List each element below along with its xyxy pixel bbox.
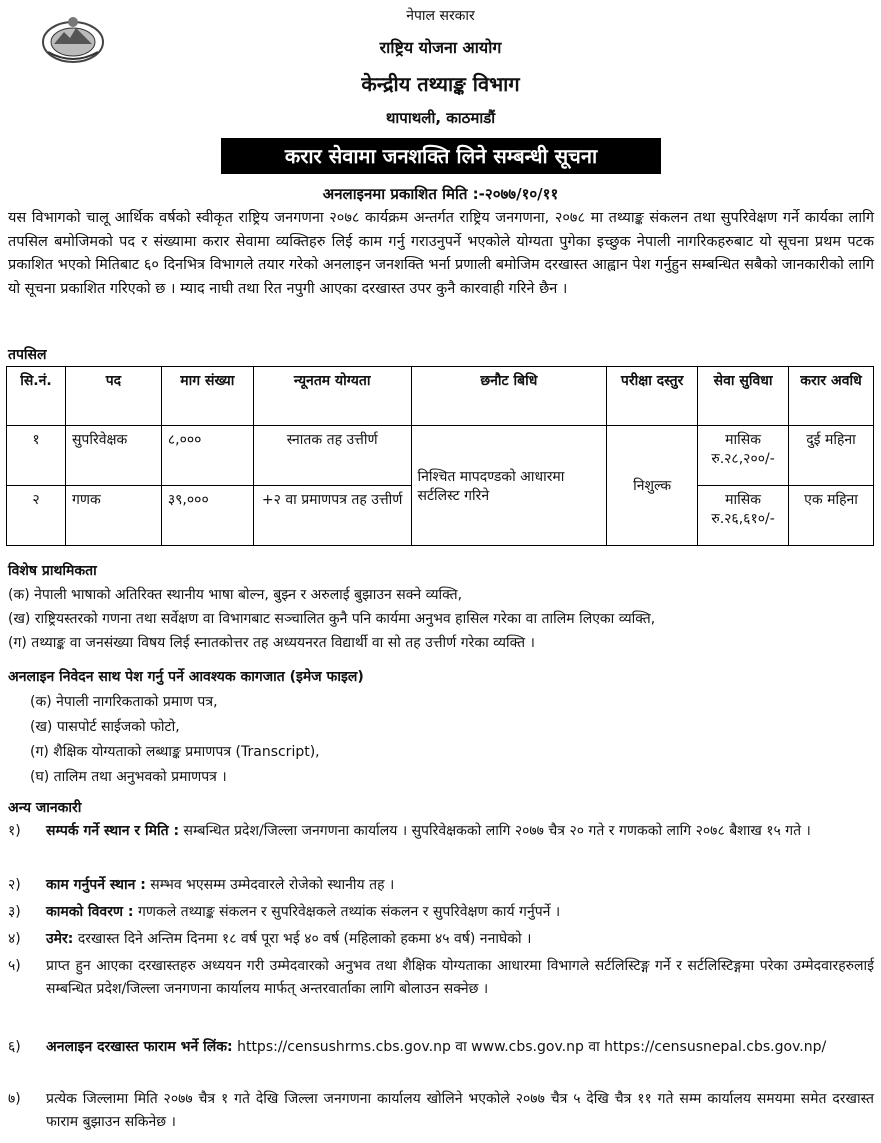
priority-heading: विशेष प्राथमिकता xyxy=(8,563,97,579)
info-item xyxy=(8,820,874,843)
priority-list xyxy=(8,583,874,655)
info-item xyxy=(8,1036,874,1059)
info-item xyxy=(8,901,874,924)
department-line: केन्द्रीय तथ्याङ्क विभाग xyxy=(361,72,520,96)
row-sn: २ xyxy=(7,486,66,546)
info-text: सम्भव भएसम्म उम्मेदवारले रोजेको स्थानीय तह । xyxy=(145,877,395,893)
col-header: माग संख्या xyxy=(161,367,253,426)
info-number: ७) xyxy=(8,1091,21,1107)
info-label: उमेर: xyxy=(46,931,74,947)
publish-date: अनलाइनमा प्रकाशित मिति :-२०७७/१०/११ xyxy=(322,185,559,203)
info-label: काम गर्नुपर्ने स्थान : xyxy=(46,877,146,893)
row-qualification: स्नातक तह उत्तीर्ण xyxy=(253,426,411,486)
col-header: छनौट बिधि xyxy=(411,367,607,426)
info-number: ६) xyxy=(8,1039,21,1055)
info-text: सम्बन्धित प्रदेश/जिल्ला जनगणना कार्यालय । सुपरिवेक्षकको लागि २०७७ चैत्र २० गते र गणकको लागि २०७८ बैशाख १५ गते । xyxy=(179,823,811,839)
list-item: (ग) शैक्षिक योग्यताको लब्धाङ्क प्रमाणपत्र (Transcript), xyxy=(30,744,320,760)
list-item: (ख) राष्ट्रियस्तरको गणना तथा सर्वेक्षण वा विभागबाट सञ्चालित कुनै पनि कार्यमा अनुभव हासिल गरेका वा तालिम लिएका व्यक्ति, xyxy=(8,611,656,627)
table-header-row xyxy=(7,367,874,426)
info-number: २) xyxy=(8,877,21,893)
row-post: सुपरिवेक्षक xyxy=(65,426,161,486)
table-row xyxy=(7,426,874,486)
info-item xyxy=(8,928,874,951)
list-item: (ग) तथ्याङ्क वा जनसंख्या विषय लिई स्नातकोत्तर तह अध्ययनरत विद्यार्थी वा सो तह उत्तीर्ण गरेका व्यक्ति । xyxy=(8,635,535,651)
row-benefit: मासिक रु.२८,२००/- xyxy=(698,426,789,486)
col-header: न्यूनतम योग्यता xyxy=(253,367,411,426)
info-text: गणकले तथ्याङ्क संकलन र सुपरिवेक्षकले तथ्यांक संकलन र सुपरिवेक्षण कार्य गर्नुपर्ने । xyxy=(133,904,561,920)
schedule-heading: तपसिल xyxy=(8,347,47,363)
list-item: (क) नेपाली नागरिकताको प्रमाण पत्र, xyxy=(30,694,218,710)
intro-paragraph: यस विभागको चालू आर्थिक वर्षको स्वीकृत राष्ट्रिय जनगणना २०७८ कार्यक्रम अन्तर्गत राष्ट्रिय जनगणना, २०७८ मा तथ्याङ्क संकलन तथा सुपरिवेक्षण गर्ने कार्यका लागि तपसिल बमोजिमको पद र संख्यामा करार सेवामा व्यक्तिहरु लिई काम गर्नु गराउनुपर्ने भएकोले योग्यता पुगेका इच्छुक नेपाली नागरिकहरुबाट यो सूचना प्रथम पटक प्रकाशित भएको मितिबाट ६० दिनभित्र विभागले तयार गरेको अनलाइन जनशक्ति भर्ना प्रणाली बमोजिम दरखास्त आह्वान पेश गर्नुहुन सम्बन्धित सबैको जानकारीको लागि यो सूचना प्रकाशित गरिएको छ । म्याद नाघी तथा रित नपुगी आएका दरखास्त उपर कुनै कारवाही गरिने छैन । xyxy=(8,210,874,297)
documents-list xyxy=(30,690,881,790)
row-qualification: +२ वा प्रमाणपत्र तह उत्तीर्ण xyxy=(253,486,411,546)
info-number: ५) xyxy=(8,958,21,974)
row-post: गणक xyxy=(65,486,161,546)
vacancy-table xyxy=(6,366,874,546)
other-info-heading: अन्य जानकारी xyxy=(8,800,82,816)
col-header: परीक्षा दस्तुर xyxy=(607,367,698,426)
row-term: एक महिना xyxy=(789,486,874,546)
gov-line: नेपाल सरकार xyxy=(406,8,475,24)
row-count: ३९,००० xyxy=(161,486,253,546)
col-header: सि.नं. xyxy=(7,367,66,426)
info-label: कामको विवरण : xyxy=(46,904,134,920)
info-item xyxy=(8,955,874,1001)
list-item: (ख) पासपोर्ट साईजको फोटो, xyxy=(30,719,180,735)
col-header: सेवा सुविधा xyxy=(698,367,789,426)
info-text: प्रत्येक जिल्लामा मिति २०७७ चैत्र १ गते देखि जिल्ला जनगणना कार्यालय खोलिने भएकोले २०७७ चैत्र ५ देखि चैत्र ११ गते सम्म कार्यालय समयमा समेत दरखास्त फाराम बुझाउन सकिनेछ । xyxy=(46,1091,874,1130)
documents-heading: अनलाइन निवेदन साथ पेश गर्नु पर्ने आवश्यक कागजात (इमेज फाइल) xyxy=(8,669,364,685)
commission-line: राष्ट्रिय योजना आयोग xyxy=(379,38,502,57)
row-benefit: मासिक रु.२६,६१०/- xyxy=(698,486,789,546)
info-label: अनलाइन दरखास्त फाराम भर्ने लिंक: xyxy=(46,1039,233,1055)
info-label: सम्पर्क गर्ने स्थान र मिति : xyxy=(46,823,180,839)
col-header: पद xyxy=(65,367,161,426)
exam-fee: निशुल्क xyxy=(607,426,698,546)
row-count: ८,००० xyxy=(161,426,253,486)
notice-title: करार सेवामा जनशक्ति लिने सम्बन्धी सूचना xyxy=(221,138,661,174)
location-line: थापाथली, काठमाडौं xyxy=(385,109,496,127)
info-item xyxy=(8,874,874,897)
list-item: (क) नेपाली भाषाको अतिरिक्त स्थानीय भाषा बोल्न, बुझ्न र अरुलाई बुझाउन सक्ने व्यक्ति, xyxy=(8,587,463,603)
info-number: ४) xyxy=(8,931,21,947)
row-term: दुई महिना xyxy=(789,426,874,486)
info-number: १) xyxy=(8,823,21,839)
info-number: ३) xyxy=(8,904,21,920)
col-header: करार अवधि xyxy=(789,367,874,426)
selection-method: निश्चित मापदण्डको आधारमा सर्टलिस्ट गरिने xyxy=(411,426,607,546)
row-sn: १ xyxy=(7,426,66,486)
info-text: प्राप्त हुन आएका दरखास्तहरु अध्ययन गरी उम्मेदवारको अनुभव तथा शैक्षिक योग्यताका आधारमा विभागले सर्टलिस्टिङ्ग गर्ने र सर्टलिस्टिङ्गमा परेका उम्मेदवारहरुलाई सम्बन्धित प्रदेश/जिल्ला जनगणना कार्यालय मार्फत् अन्तरवार्ताका लागि बोलाउन सक्नेछ । xyxy=(46,958,874,997)
info-item xyxy=(8,1088,874,1134)
application-link-text[interactable]: https://censushrms.cbs.gov.np वा www.cbs.gov.np वा https://censusnepal.cbs.gov.np/ xyxy=(232,1039,827,1055)
info-text: दरखास्त दिने अन्तिम दिनमा १८ वर्ष पूरा भई ४० वर्ष (महिलाको हकमा ४५ वर्ष) ननाघेको । xyxy=(73,931,532,947)
list-item: (घ) तालिम तथा अनुभवको प्रमाणपत्र । xyxy=(30,769,227,785)
